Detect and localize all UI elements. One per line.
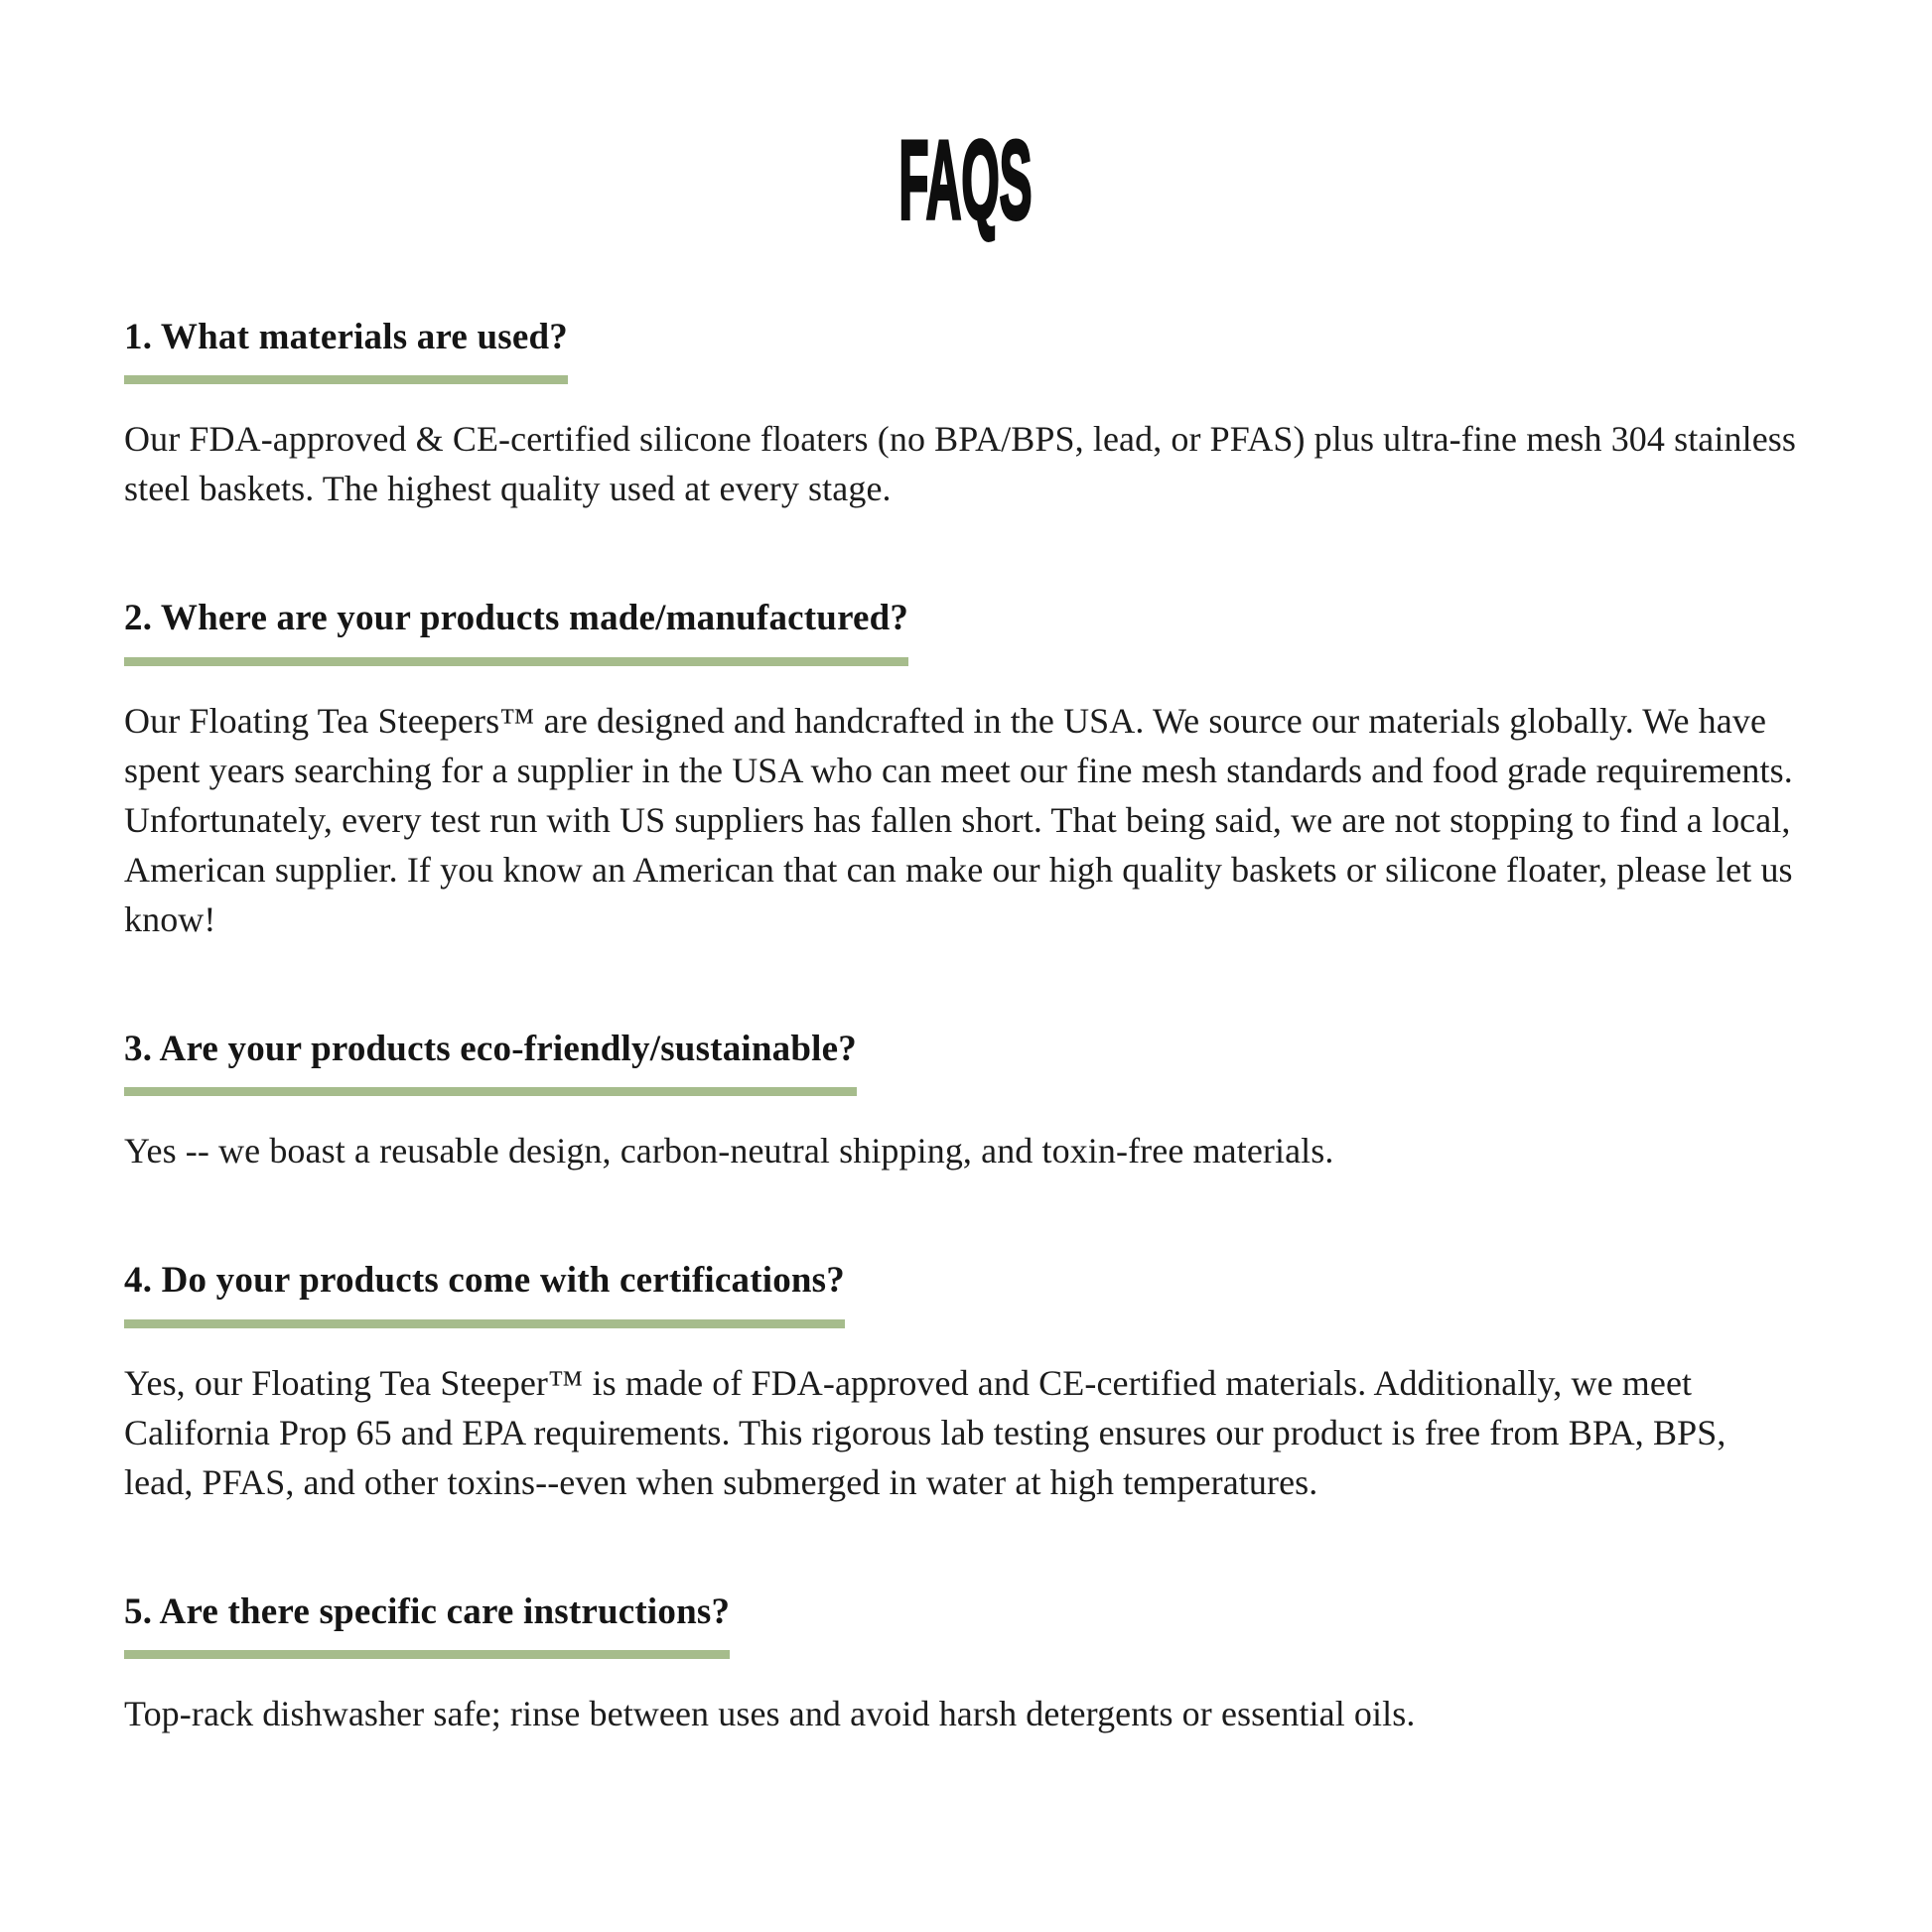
- faq-item: [124, 316, 1802, 513]
- faq-question-heading: 2. Where are your products made/manufactured?: [124, 597, 908, 665]
- faq-answer-text: Our Floating Tea Steepers™ are designed and handcrafted in the USA. We source our materials globally. We have spent years searching for a supplier in the USA who can meet our fine mesh standards and food grade requirements. Unfortunately, every test run with US suppliers has fallen short. That being said, we are not stopping to find a local, American supplier. If you know an American that can make our high quality baskets or silicone floater, please let us know!: [124, 700, 1793, 939]
- faq-question-heading: 5. Are there specific care instructions?: [124, 1590, 730, 1659]
- faq-item: [124, 1590, 1802, 1738]
- faq-question-heading: 1. What materials are used?: [124, 316, 568, 384]
- faq-answer-text: Our FDA-approved & CE-certified silicone floaters (no BPA/BPS, lead, or PFAS) plus ultra-fine mesh 304 stainless steel baskets. The highest quality used at every stage.: [124, 419, 1796, 509]
- faq-item: [124, 1028, 1802, 1175]
- faq-question-heading: 3. Are your products eco-friendly/sustainable?: [124, 1028, 857, 1096]
- faq-answer-text: Top-rack dishwasher safe; rinse between uses and avoid harsh detergents or essential oils.: [124, 1693, 1416, 1733]
- page-title-text: FAQS: [898, 118, 1033, 242]
- faq-answer-text: Yes, our Floating Tea Steeper™ is made of FDA-approved and CE-certified materials. Additionally, we meet California Prop 65 and EPA requirements. This rigorous lab testing ensures our product is free from BPA, BPS, lead, PFAS, and other toxins--even when submerged in water at high temperatures.: [124, 1362, 1726, 1502]
- faq-item: [124, 1259, 1802, 1506]
- page-title: [124, 118, 1807, 242]
- faq-answer-text: Yes -- we boast a reusable design, carbon-neutral shipping, and toxin-free materials.: [124, 1131, 1334, 1172]
- faq-item: [124, 597, 1802, 943]
- faq-list: [124, 316, 1802, 1738]
- faq-question-heading: 4. Do your products come with certifications?: [124, 1259, 845, 1327]
